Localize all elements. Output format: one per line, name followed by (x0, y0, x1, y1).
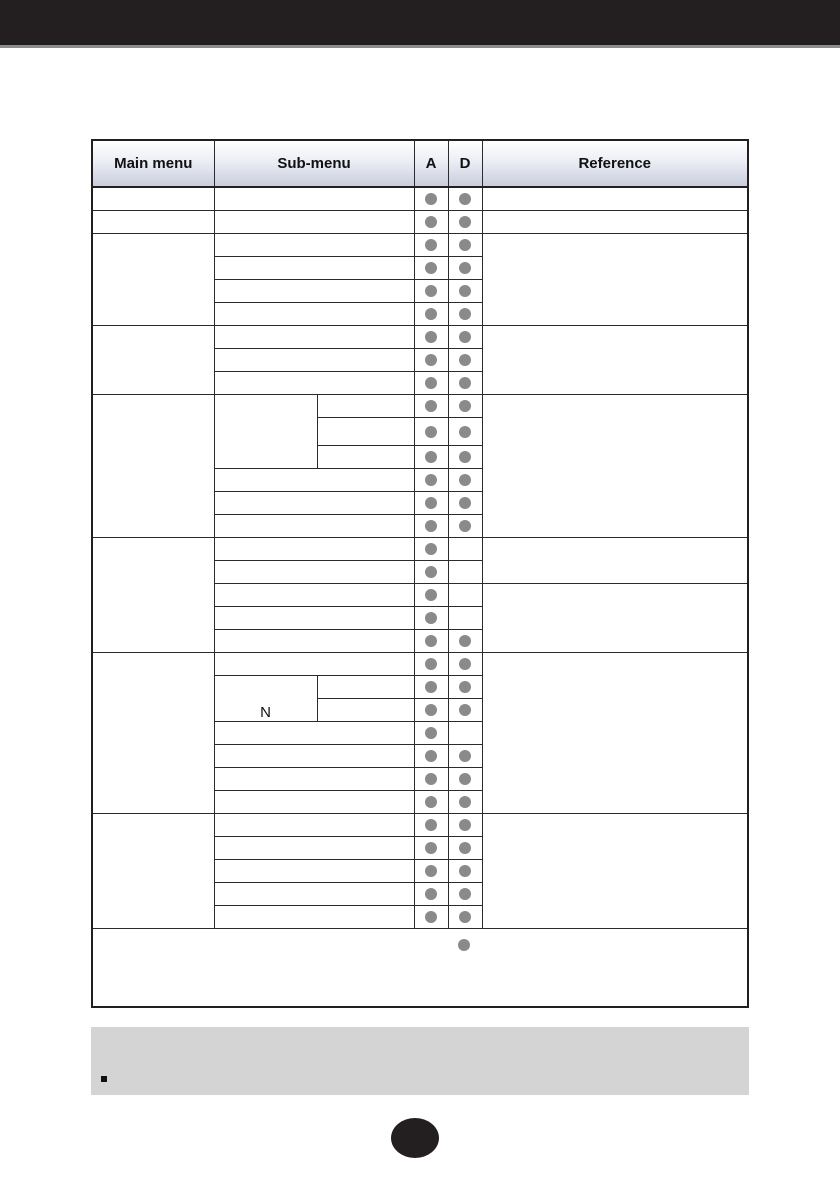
availability-dot (425, 497, 437, 509)
header-reference: Reference (482, 141, 747, 187)
availability-dot (459, 635, 471, 647)
availability-dot (459, 796, 471, 808)
d-cell (448, 652, 482, 675)
d-cell (448, 514, 482, 537)
availability-dot (425, 704, 437, 716)
a-cell (414, 652, 448, 675)
main-menu-cell (93, 233, 214, 325)
a-cell (414, 675, 448, 698)
reference-cell (482, 537, 747, 583)
availability-dot (459, 888, 471, 900)
d-cell (448, 560, 482, 583)
main-menu-cell (93, 537, 214, 652)
availability-dot (425, 911, 437, 923)
sub-menu-cell (214, 836, 414, 859)
sub-option-cell (317, 445, 414, 468)
availability-dot (425, 589, 437, 601)
d-cell (448, 744, 482, 767)
a-cell (414, 302, 448, 325)
availability-dot (459, 193, 471, 205)
d-cell (448, 790, 482, 813)
d-cell (448, 348, 482, 371)
sub-menu-cell (214, 721, 414, 744)
availability-dot (425, 819, 437, 831)
availability-dot (459, 308, 471, 320)
a-cell (414, 790, 448, 813)
availability-dot (425, 658, 437, 670)
d-cell (448, 325, 482, 348)
availability-dot (425, 308, 437, 320)
sub-menu-cell (214, 325, 414, 348)
sub-menu-cell (214, 514, 414, 537)
sub-menu-cell (214, 629, 414, 652)
availability-dot (459, 819, 471, 831)
availability-dot (459, 704, 471, 716)
table-header-row (93, 141, 747, 187)
availability-dot (459, 285, 471, 297)
sub-menu-cell (214, 905, 414, 928)
a-cell (414, 394, 448, 417)
availability-dot (459, 865, 471, 877)
availability-dot (425, 285, 437, 297)
main-menu-cell (93, 187, 214, 210)
reference-cell (482, 325, 747, 394)
header-bar-edge (0, 45, 840, 48)
availability-dot (459, 911, 471, 923)
a-cell (414, 371, 448, 394)
availability-dot (458, 939, 470, 951)
table-row (93, 210, 747, 233)
menu-table (93, 141, 747, 1003)
a-cell (414, 187, 448, 210)
header-a: A (414, 141, 448, 187)
a-cell (414, 417, 448, 445)
sub-option-cell (317, 698, 414, 721)
d-cell (448, 606, 482, 629)
availability-dot (425, 612, 437, 624)
d-cell (448, 256, 482, 279)
sub-menu-cell (214, 187, 414, 210)
header-sub-menu: Sub-menu (214, 141, 414, 187)
d-cell (448, 721, 482, 744)
a-cell (414, 744, 448, 767)
availability-dot (459, 658, 471, 670)
d-cell (448, 675, 482, 698)
sub-menu-cell (214, 882, 414, 905)
sub-menu-cell-n: N (214, 675, 317, 721)
sub-menu-cell (214, 583, 414, 606)
availability-dot (459, 239, 471, 251)
sub-menu-cell (214, 813, 414, 836)
d-cell (448, 767, 482, 790)
sub-menu-cell (214, 302, 414, 325)
a-cell (414, 813, 448, 836)
header-d: D (448, 141, 482, 187)
d-cell (448, 445, 482, 468)
table-row (93, 394, 747, 417)
footer-cell (93, 928, 747, 1003)
reference-cell (482, 394, 747, 537)
availability-dot (425, 520, 437, 532)
availability-dot (425, 262, 437, 274)
availability-dot (459, 520, 471, 532)
availability-dot (459, 451, 471, 463)
main-menu-cell (93, 210, 214, 233)
d-cell (448, 417, 482, 445)
a-cell (414, 767, 448, 790)
reference-cell (482, 233, 747, 325)
availability-dot (459, 474, 471, 486)
availability-dot (425, 239, 437, 251)
a-cell (414, 537, 448, 560)
table-row (93, 187, 747, 210)
main-menu-cell (93, 813, 214, 928)
availability-dot (425, 865, 437, 877)
a-cell (414, 348, 448, 371)
availability-dot (459, 331, 471, 343)
availability-dot (425, 796, 437, 808)
a-cell (414, 325, 448, 348)
table-row (93, 813, 747, 836)
reference-cell (482, 210, 747, 233)
page-number-badge (391, 1118, 439, 1158)
availability-dot (459, 497, 471, 509)
availability-dot (425, 474, 437, 486)
sub-option-cell (317, 394, 414, 417)
availability-dot (425, 727, 437, 739)
sub-menu-cell (214, 790, 414, 813)
a-cell (414, 210, 448, 233)
sub-menu-cell (214, 371, 414, 394)
a-cell (414, 698, 448, 721)
d-cell (448, 187, 482, 210)
a-cell (414, 859, 448, 882)
main-menu-cell (93, 652, 214, 813)
availability-dot (459, 400, 471, 412)
d-cell (448, 491, 482, 514)
sub-menu-cell (214, 652, 414, 675)
d-cell (448, 859, 482, 882)
d-cell (448, 629, 482, 652)
availability-dot (425, 193, 437, 205)
header-main-menu: Main menu (93, 141, 214, 187)
d-cell (448, 813, 482, 836)
sub-option-cell (317, 417, 414, 445)
availability-dot (459, 377, 471, 389)
sub-menu-cell (214, 210, 414, 233)
sub-menu-cell (214, 279, 414, 302)
availability-dot (425, 842, 437, 854)
d-cell (448, 279, 482, 302)
a-cell (414, 882, 448, 905)
availability-dot (425, 773, 437, 785)
sub-menu-cell (214, 348, 414, 371)
table-row (93, 233, 747, 256)
sub-menu-cell (214, 491, 414, 514)
a-cell (414, 514, 448, 537)
note-box (91, 1027, 749, 1095)
a-cell (414, 629, 448, 652)
availability-dot (459, 262, 471, 274)
d-cell (448, 233, 482, 256)
availability-dot (425, 888, 437, 900)
sub-menu-cell (214, 606, 414, 629)
sub-menu-cell (214, 394, 317, 468)
availability-dot (425, 426, 437, 438)
main-menu-cell (93, 394, 214, 537)
availability-dot (425, 331, 437, 343)
sub-menu-cell (214, 233, 414, 256)
availability-dot (459, 216, 471, 228)
sub-menu-cell (214, 256, 414, 279)
reference-cell (482, 813, 747, 928)
a-cell (414, 721, 448, 744)
header-bar (0, 0, 840, 45)
table-row-footer (93, 928, 747, 1003)
d-cell (448, 905, 482, 928)
d-cell (448, 302, 482, 325)
a-cell (414, 905, 448, 928)
a-cell (414, 836, 448, 859)
d-cell (448, 468, 482, 491)
a-cell (414, 279, 448, 302)
a-cell (414, 491, 448, 514)
availability-dot (459, 842, 471, 854)
a-cell (414, 606, 448, 629)
availability-dot (425, 400, 437, 412)
availability-dot (459, 750, 471, 762)
a-cell (414, 560, 448, 583)
availability-dot (425, 451, 437, 463)
availability-dot (459, 426, 471, 438)
table-row (93, 537, 747, 560)
sub-menu-cell (214, 744, 414, 767)
a-cell (414, 445, 448, 468)
table-row (93, 325, 747, 348)
a-cell (414, 583, 448, 606)
a-cell (414, 256, 448, 279)
main-menu-cell (93, 325, 214, 394)
availability-dot (425, 635, 437, 647)
a-cell (414, 233, 448, 256)
d-cell (448, 210, 482, 233)
bullet-icon (101, 1076, 107, 1082)
reference-cell (482, 187, 747, 210)
availability-dot (425, 543, 437, 555)
d-cell (448, 836, 482, 859)
sub-option-cell (317, 675, 414, 698)
availability-dot (425, 354, 437, 366)
sub-menu-cell (214, 468, 414, 491)
availability-dot (459, 354, 471, 366)
sub-menu-cell (214, 767, 414, 790)
reference-cell (482, 583, 747, 652)
sub-menu-cell (214, 537, 414, 560)
sub-menu-cell (214, 859, 414, 882)
availability-dot (425, 216, 437, 228)
d-cell (448, 394, 482, 417)
d-cell (448, 698, 482, 721)
availability-dot (425, 566, 437, 578)
reference-cell (482, 652, 747, 813)
a-cell (414, 468, 448, 491)
d-cell (448, 882, 482, 905)
menu-table-frame (91, 139, 749, 1008)
availability-dot (425, 377, 437, 389)
sub-menu-cell (214, 560, 414, 583)
availability-dot (459, 773, 471, 785)
availability-dot (459, 681, 471, 693)
availability-dot (425, 750, 437, 762)
d-cell (448, 371, 482, 394)
availability-dot (425, 681, 437, 693)
d-cell (448, 537, 482, 560)
d-cell (448, 583, 482, 606)
table-row (93, 652, 747, 675)
